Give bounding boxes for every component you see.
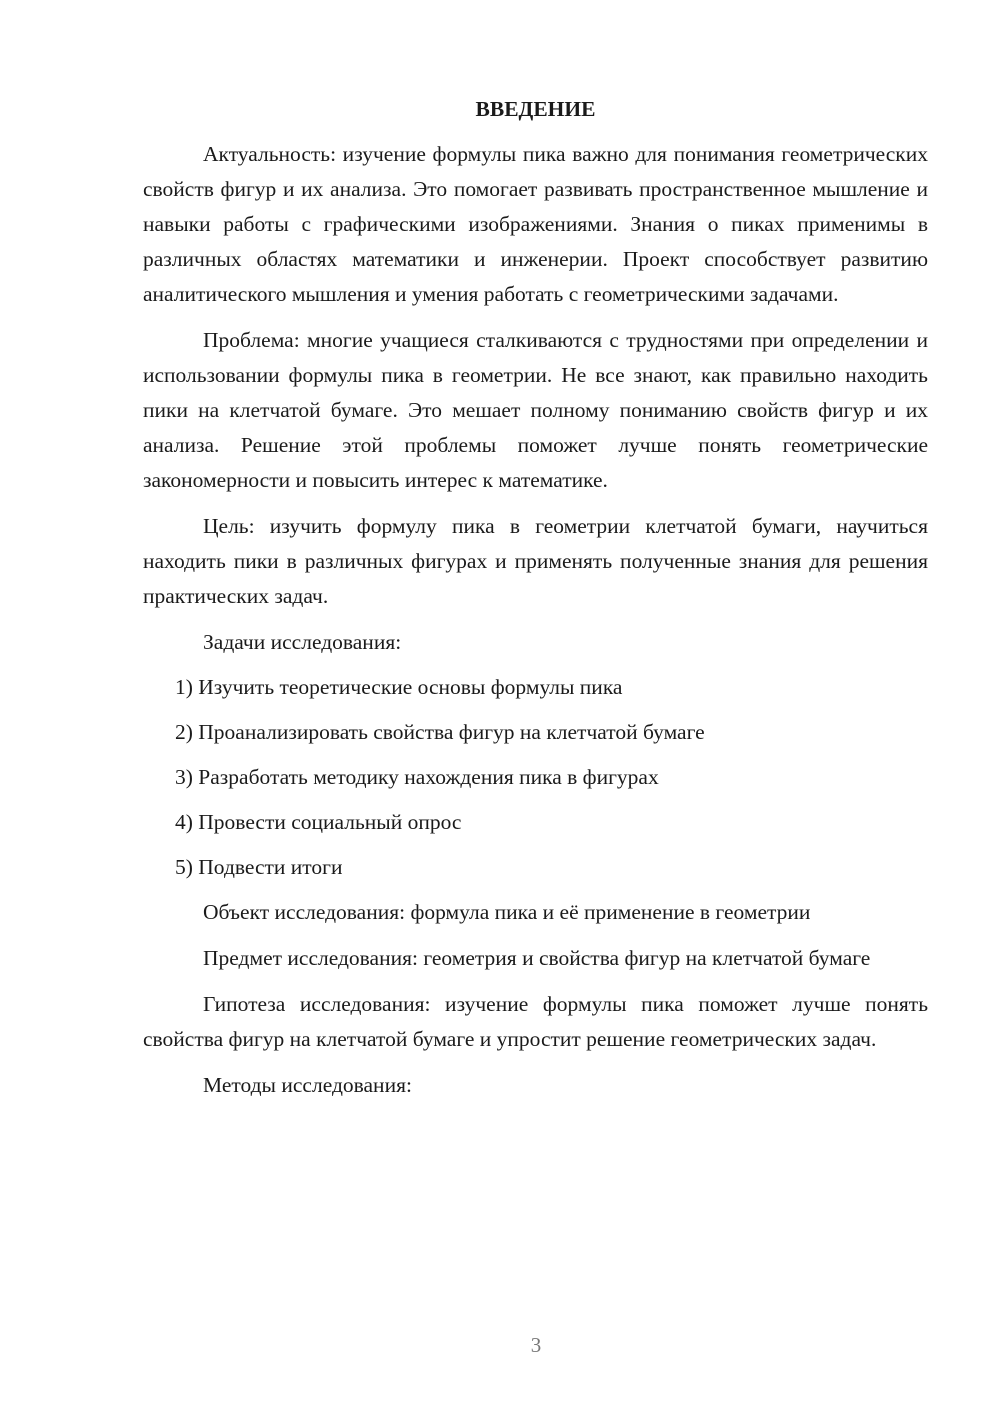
paragraph-relevance: Актуальность: изучение формулы пика важно для понимания геометрических свойств фигур и их анализа. Это помогает развивать пространственное мышление и навыки работы с графическими изображениями. Знания о пиках применимы в различных областях математики и инженерии. Проект способствует развитию аналитического мышления и умения работать с геометрическими задачами. <box>143 142 928 306</box>
list-item: 2) Проанализировать свойства фигур на клетчатой бумаге <box>175 720 705 744</box>
research-subject: Предмет исследования: геометрия и свойства фигур на клетчатой бумаге <box>203 946 871 970</box>
paragraph-goal: Цель: изучить формулу пика в геометрии клетчатой бумаги, научиться находить пики в различных фигурах и применять полученные знания для решения практических задач. <box>143 514 928 608</box>
list-item: 3) Разработать методику нахождения пика в фигурах <box>175 765 659 789</box>
list-item: 1) Изучить теоретические основы формулы пика <box>175 675 623 699</box>
tasks-list <box>143 670 928 885</box>
document-page <box>143 92 928 1113</box>
page-number: 3 <box>530 1333 542 1357</box>
list-item: 5) Подвести итоги <box>175 855 343 879</box>
research-object: Объект исследования: формула пика и её применение в геометрии <box>203 900 811 924</box>
tasks-heading: Задачи исследования: <box>203 630 402 654</box>
paragraph-problem: Проблема: многие учащиеся сталкиваются с трудностями при определении и использовании формулы пика в геометрии. Не все знают, как правильно находить пики на клетчатой бумаге. Это мешает полному пониманию свойств фигур и их анализа. Решение этой проблемы поможет лучше понять геометрические закономерности и повысить интерес к математике. <box>143 328 928 492</box>
research-hypothesis: Гипотеза исследования: изучение формулы пика поможет лучше понять свойства фигур на клетчатой бумаге и упростит решение геометрических задач. <box>143 992 928 1051</box>
methods-heading: Методы исследования: <box>203 1073 412 1097</box>
list-item: 4) Провести социальный опрос <box>175 810 462 834</box>
page-title: ВВЕДЕНИЕ <box>475 97 596 121</box>
